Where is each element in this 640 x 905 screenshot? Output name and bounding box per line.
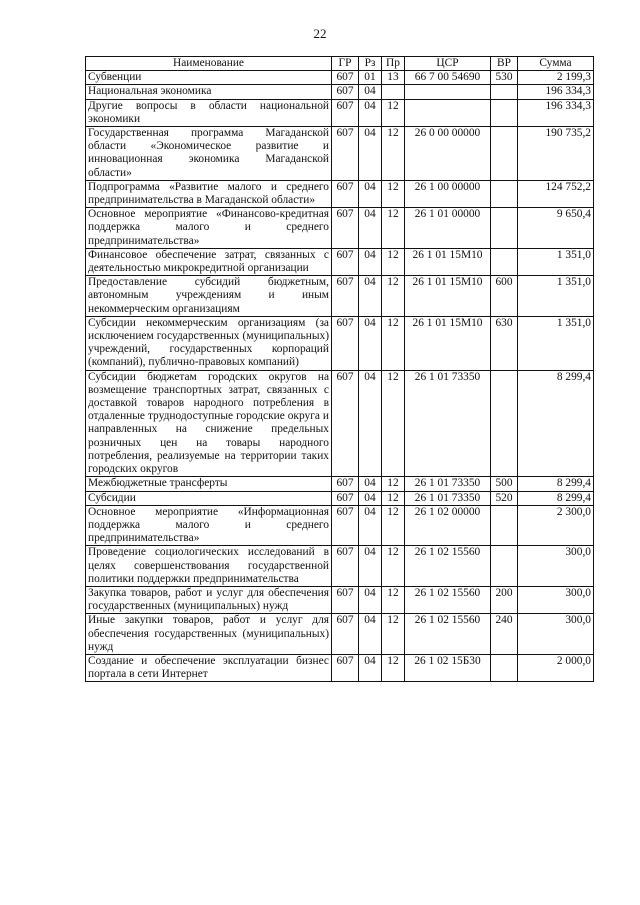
cell-sum: 300,0 — [518, 546, 594, 587]
cell-csr: 26 1 02 15Б30 — [405, 654, 491, 681]
cell-sum: 300,0 — [518, 586, 594, 613]
cell-name: Основное мероприятие «Информационная поддержка малого и среднего предпринимательства» — [86, 505, 332, 546]
cell-rz: 04 — [359, 586, 382, 613]
cell-csr: 26 1 02 15560 — [405, 586, 491, 613]
cell-vr — [491, 505, 518, 546]
cell-csr: 26 1 01 73350 — [405, 491, 491, 505]
cell-vr — [491, 85, 518, 99]
cell-gr: 607 — [332, 71, 359, 85]
cell-sum: 300,0 — [518, 614, 594, 655]
cell-csr: 26 0 00 00000 — [405, 127, 491, 181]
header-gr: ГР — [332, 57, 359, 71]
cell-gr: 607 — [332, 370, 359, 477]
cell-name: Субсидии некоммерческим организациям (за исключением государственных (муниципальных) учреждений, государственных корпораций (компаний), публично-правовых компаний) — [86, 316, 332, 370]
cell-pr: 12 — [382, 477, 405, 491]
cell-name: Предоставление субсидий бюджетным, автономным учреждениям и иным некоммерческим организациям — [86, 276, 332, 317]
cell-pr: 12 — [382, 505, 405, 546]
cell-rz: 04 — [359, 614, 382, 655]
cell-rz: 04 — [359, 491, 382, 505]
cell-sum: 1 351,0 — [518, 316, 594, 370]
cell-gr: 607 — [332, 586, 359, 613]
cell-sum: 8 299,4 — [518, 491, 594, 505]
cell-vr: 500 — [491, 477, 518, 491]
cell-rz: 04 — [359, 316, 382, 370]
cell-vr: 240 — [491, 614, 518, 655]
cell-gr: 607 — [332, 208, 359, 249]
table-row — [86, 370, 594, 477]
cell-sum: 2 199,3 — [518, 71, 594, 85]
cell-pr: 12 — [382, 276, 405, 317]
cell-gr: 607 — [332, 180, 359, 207]
cell-vr — [491, 99, 518, 126]
table-body — [86, 71, 594, 682]
header-vr: ВР — [491, 57, 518, 71]
cell-csr: 26 1 02 15560 — [405, 614, 491, 655]
table-row — [86, 586, 594, 613]
cell-rz: 04 — [359, 248, 382, 275]
cell-pr — [382, 85, 405, 99]
cell-name: Подпрограмма «Развитие малого и среднего предпринимательства в Магаданской области» — [86, 180, 332, 207]
cell-sum: 2 000,0 — [518, 654, 594, 681]
table-row — [86, 654, 594, 681]
cell-vr: 520 — [491, 491, 518, 505]
cell-vr — [491, 180, 518, 207]
table-row — [86, 276, 594, 317]
cell-gr: 607 — [332, 316, 359, 370]
cell-vr — [491, 654, 518, 681]
cell-csr: 66 7 00 54690 — [405, 71, 491, 85]
cell-sum: 196 334,3 — [518, 85, 594, 99]
cell-name: Иные закупки товаров, работ и услуг для обеспечения государственных (муниципальных) нужд — [86, 614, 332, 655]
cell-sum: 196 334,3 — [518, 99, 594, 126]
cell-gr: 607 — [332, 614, 359, 655]
cell-csr: 26 1 02 15560 — [405, 546, 491, 587]
cell-vr — [491, 127, 518, 181]
cell-name: Государственная программа Магаданской области «Экономическое развитие и инновационная экономика Магаданской области» — [86, 127, 332, 181]
budget-table — [85, 56, 594, 682]
cell-name: Национальная экономика — [86, 85, 332, 99]
cell-rz: 04 — [359, 99, 382, 126]
cell-name: Проведение социологических исследований в целях совершенствования государственной политики поддержки предпринимательства — [86, 546, 332, 587]
cell-pr: 12 — [382, 248, 405, 275]
cell-gr: 607 — [332, 546, 359, 587]
cell-gr: 607 — [332, 505, 359, 546]
cell-pr: 12 — [382, 99, 405, 126]
cell-gr: 607 — [332, 654, 359, 681]
header-pr: Пр — [382, 57, 405, 71]
cell-gr: 607 — [332, 477, 359, 491]
cell-vr: 530 — [491, 71, 518, 85]
table-row — [86, 248, 594, 275]
cell-sum: 1 351,0 — [518, 276, 594, 317]
header-rz: Рз — [359, 57, 382, 71]
cell-name: Закупка товаров, работ и услуг для обеспечения государственных (муниципальных) нужд — [86, 586, 332, 613]
table-row — [86, 505, 594, 546]
cell-vr — [491, 370, 518, 477]
cell-sum: 8 299,4 — [518, 370, 594, 477]
cell-name: Субсидии бюджетам городских округов на возмещение транспортных затрат, связанных с доставкой товаров народного потребления в отдаленные труднодоступные городские округа и направленных на снижение предельных розничных цен на товары народного потребления, реализуемые на территории таких городских округов — [86, 370, 332, 477]
cell-gr: 607 — [332, 99, 359, 126]
cell-rz: 04 — [359, 127, 382, 181]
cell-name: Межбюджетные трансферты — [86, 477, 332, 491]
cell-pr: 13 — [382, 71, 405, 85]
cell-rz: 01 — [359, 71, 382, 85]
cell-name: Другие вопросы в области национальной экономики — [86, 99, 332, 126]
cell-rz: 04 — [359, 505, 382, 546]
table-row — [86, 316, 594, 370]
cell-csr: 26 1 00 00000 — [405, 180, 491, 207]
cell-rz: 04 — [359, 546, 382, 587]
cell-vr: 200 — [491, 586, 518, 613]
table-row — [86, 71, 594, 85]
cell-vr — [491, 208, 518, 249]
cell-name: Создание и обеспечение эксплуатации бизнес портала в сети Интернет — [86, 654, 332, 681]
cell-csr — [405, 99, 491, 126]
cell-pr: 12 — [382, 614, 405, 655]
table-row — [86, 127, 594, 181]
table-row — [86, 477, 594, 491]
table-row — [86, 85, 594, 99]
header-sum: Сумма — [518, 57, 594, 71]
table-row — [86, 180, 594, 207]
cell-pr: 12 — [382, 546, 405, 587]
cell-vr: 600 — [491, 276, 518, 317]
cell-pr: 12 — [382, 491, 405, 505]
cell-name: Финансовое обеспечение затрат, связанных с деятельностью микрокредитной организации — [86, 248, 332, 275]
cell-pr: 12 — [382, 370, 405, 477]
cell-sum: 190 735,2 — [518, 127, 594, 181]
table-header-row — [86, 57, 594, 71]
cell-csr: 26 1 01 15М10 — [405, 248, 491, 275]
table-row — [86, 99, 594, 126]
cell-csr: 26 1 01 73350 — [405, 477, 491, 491]
cell-csr — [405, 85, 491, 99]
cell-sum: 8 299,4 — [518, 477, 594, 491]
cell-rz: 04 — [359, 85, 382, 99]
cell-sum: 124 752,2 — [518, 180, 594, 207]
cell-csr: 26 1 01 00000 — [405, 208, 491, 249]
cell-name: Субсидии — [86, 491, 332, 505]
cell-vr — [491, 248, 518, 275]
cell-rz: 04 — [359, 477, 382, 491]
table-row — [86, 546, 594, 587]
cell-pr: 12 — [382, 316, 405, 370]
cell-pr: 12 — [382, 586, 405, 613]
cell-rz: 04 — [359, 180, 382, 207]
cell-csr: 26 1 01 15М10 — [405, 276, 491, 317]
cell-pr: 12 — [382, 127, 405, 181]
header-csr: ЦСР — [405, 57, 491, 71]
cell-vr: 630 — [491, 316, 518, 370]
cell-pr: 12 — [382, 180, 405, 207]
cell-rz: 04 — [359, 276, 382, 317]
cell-gr: 607 — [332, 127, 359, 181]
cell-csr: 26 1 01 15М10 — [405, 316, 491, 370]
cell-gr: 607 — [332, 85, 359, 99]
cell-sum: 9 650,4 — [518, 208, 594, 249]
header-name: Наименование — [86, 57, 332, 71]
cell-csr: 26 1 02 00000 — [405, 505, 491, 546]
cell-pr: 12 — [382, 654, 405, 681]
cell-sum: 2 300,0 — [518, 505, 594, 546]
cell-rz: 04 — [359, 654, 382, 681]
cell-name: Субвенции — [86, 71, 332, 85]
cell-pr: 12 — [382, 208, 405, 249]
cell-rz: 04 — [359, 208, 382, 249]
cell-sum: 1 351,0 — [518, 248, 594, 275]
cell-name: Основное мероприятие «Финансово-кредитная поддержка малого и среднего предпринимательства» — [86, 208, 332, 249]
page-number: 22 — [313, 26, 327, 41]
cell-gr: 607 — [332, 248, 359, 275]
cell-rz: 04 — [359, 370, 382, 477]
cell-gr: 607 — [332, 276, 359, 317]
cell-csr: 26 1 01 73350 — [405, 370, 491, 477]
table-row — [86, 491, 594, 505]
table-row — [86, 208, 594, 249]
cell-vr — [491, 546, 518, 587]
table-row — [86, 614, 594, 655]
cell-gr: 607 — [332, 491, 359, 505]
